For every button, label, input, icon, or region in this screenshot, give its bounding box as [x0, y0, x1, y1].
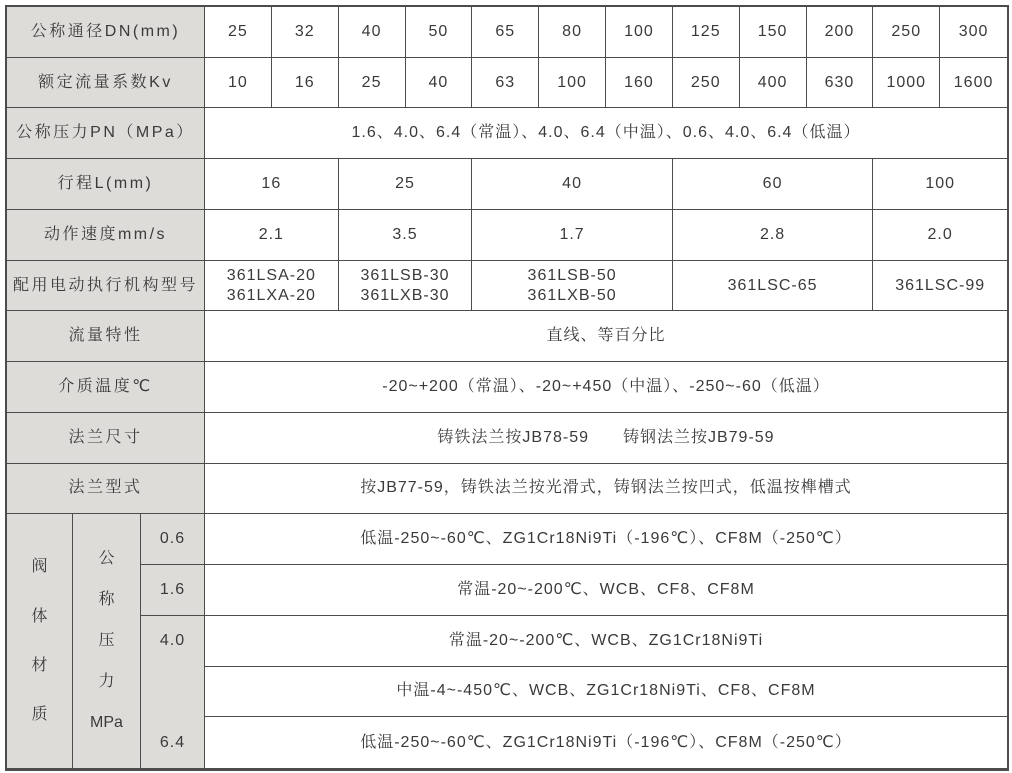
actuator-model-line: 361LXB-50 [527, 286, 617, 304]
actuator-model-cell: 361LSC-65 [673, 261, 874, 312]
speed-value-cell: 2.1 [205, 210, 339, 261]
kv-value-cell: 100 [539, 58, 606, 109]
pressure-value-cell-merged [141, 616, 205, 768]
pn-label-cell: 公称压力PN（MPa） [7, 108, 205, 159]
kv-value-cell: 250 [673, 58, 740, 109]
stroke-value-cell: 60 [673, 159, 874, 210]
dn-value-cell: 25 [205, 7, 272, 58]
material-value-cell: 低温-250~-60℃、ZG1Cr18Ni9Ti（-196℃）、CF8M（-250℃） [205, 514, 1007, 565]
dn-value-cell: 250 [873, 7, 940, 58]
stroke-value-cell: 40 [472, 159, 673, 210]
actuator-model-line: 361LXA-20 [226, 286, 316, 304]
actuator-model-line: 361LSB-50 [527, 266, 617, 284]
body-material-label-char: 阀 [31, 558, 48, 576]
flow-label-cell: 流量特性 [7, 311, 205, 362]
dn-value-cell: 32 [272, 7, 339, 58]
dn-value-cell: 80 [539, 7, 606, 58]
kv-value-cell: 40 [406, 58, 473, 109]
actuator-model-cell [339, 261, 473, 312]
nominal-pressure-label-char: MPa [90, 714, 123, 732]
speed-value-cell: 2.8 [673, 210, 874, 261]
nominal-pressure-label-char: 力 [98, 673, 115, 691]
flange-size-label-cell: 法兰尺寸 [7, 413, 205, 464]
body-material-label-char: 质 [31, 705, 48, 723]
material-value-cell: 常温-20~-200℃、WCB、CF8、CF8M [205, 565, 1007, 616]
dn-value-cell: 100 [606, 7, 673, 58]
kv-value-cell: 160 [606, 58, 673, 109]
kv-value-cell: 63 [472, 58, 539, 109]
kv-value-cell: 400 [740, 58, 807, 109]
kv-label-cell: 额定流量系数Kv [7, 58, 205, 109]
actuator-model-line: 361LSB-30 [360, 266, 450, 284]
stroke-value-cell: 100 [873, 159, 1007, 210]
dn-value-cell: 40 [339, 7, 406, 58]
flange-type-label-cell: 法兰型式 [7, 464, 205, 515]
material-value-cell: 常温-20~-200℃、WCB、ZG1Cr18Ni9Ti [205, 616, 1007, 667]
dn-value-cell: 125 [673, 7, 740, 58]
nominal-pressure-label-char: 称 [98, 591, 115, 609]
actuator-model-cell: 361LSC-99 [873, 261, 1007, 312]
pressure-value: 6.4 [159, 733, 186, 751]
valve-spec-table [5, 5, 1009, 771]
body-material-label-char: 体 [31, 607, 48, 625]
kv-value-cell: 10 [205, 58, 272, 109]
dn-value-cell: 300 [940, 7, 1007, 58]
actuator-model-line: 361LSA-20 [226, 266, 316, 284]
temp-label-cell: 介质温度℃ [7, 362, 205, 413]
body-material-label-cell [7, 514, 73, 768]
flow-value-cell: 直线、等百分比 [205, 311, 1007, 362]
pressure-value-cell: 0.6 [141, 514, 205, 565]
dn-value-cell: 200 [807, 7, 874, 58]
dn-value-cell: 150 [740, 7, 807, 58]
speed-label-cell: 动作速度mm/s [7, 210, 205, 261]
nominal-pressure-label-cell [73, 514, 141, 768]
kv-value-cell: 630 [807, 58, 874, 109]
kv-value-cell: 25 [339, 58, 406, 109]
flange-type-value-cell: 按JB77-59，铸铁法兰按光滑式，铸钢法兰按凹式，低温按榫槽式 [205, 464, 1007, 515]
body-material-label-char: 材 [31, 656, 48, 674]
nominal-pressure-label-char: 公 [98, 550, 115, 568]
material-value-cell: 低温-250~-60℃、ZG1Cr18Ni9Ti（-196℃）、CF8M（-250℃） [360, 733, 852, 751]
pressure-value-cell: 1.6 [141, 565, 205, 616]
flange-size-value-cell: 铸铁法兰按JB78-59 铸钢法兰按JB79-59 [205, 413, 1007, 464]
stroke-value-cell: 25 [339, 159, 473, 210]
actuator-model-cell [205, 261, 339, 312]
kv-value-cell: 1000 [873, 58, 940, 109]
actuator-label-cell: 配用电动执行机构型号 [7, 261, 205, 312]
pressure-value: 4.0 [159, 632, 186, 650]
actuator-model-cell [472, 261, 673, 312]
dn-value-cell: 65 [472, 7, 539, 58]
kv-value-cell: 16 [272, 58, 339, 109]
speed-value-cell: 1.7 [472, 210, 673, 261]
pn-value-cell: 1.6、4.0、6.4（常温）、4.0、6.4（中温）、0.6、4.0、6.4（低温） [205, 108, 1007, 159]
speed-value-cell: 2.0 [873, 210, 1007, 261]
stroke-label-cell: 行程L(mm) [7, 159, 205, 210]
dn-value-cell: 50 [406, 7, 473, 58]
speed-value-cell: 3.5 [339, 210, 473, 261]
dn-label-cell: 公称通径DN(mm) [7, 7, 205, 58]
temp-value-cell: -20~+200（常温）、-20~+450（中温）、-250~-60（低温） [205, 362, 1007, 413]
actuator-model-line: 361LXB-30 [360, 286, 450, 304]
kv-value-cell: 1600 [940, 58, 1007, 109]
material-value-cell: 中温-4~-450℃、WCB、ZG1Cr18Ni9Ti、CF8、CF8M [205, 667, 1007, 718]
stroke-value-cell: 16 [205, 159, 339, 210]
nominal-pressure-label-char: 压 [98, 632, 115, 650]
